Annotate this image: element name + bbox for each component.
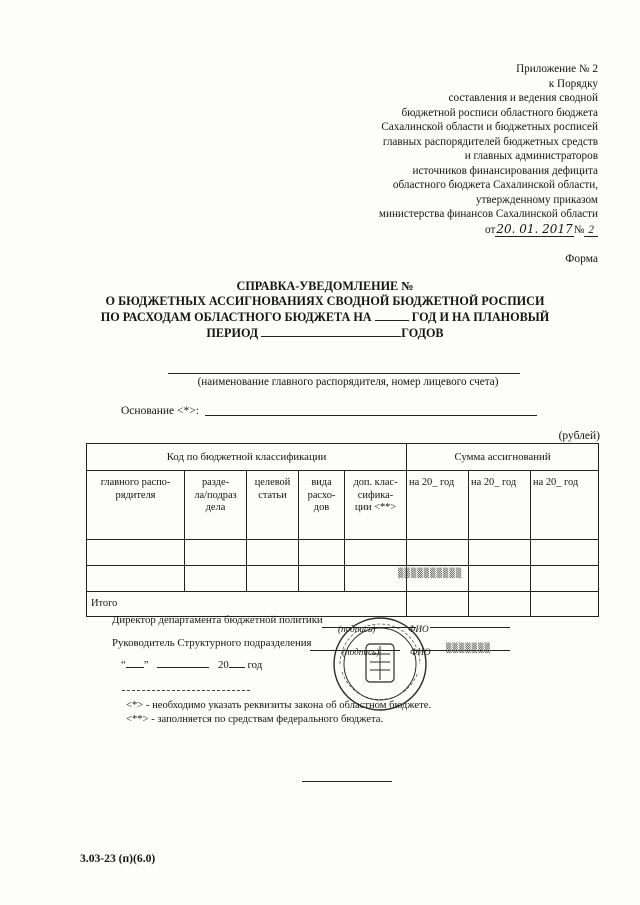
table-cell [247,540,299,566]
basis-line [205,415,537,416]
name-caption: (наименование главного распорядителя, номер лицевого счета) [197,376,499,388]
head-label: Руководитель Структурного подразделения [112,637,312,649]
date-row [121,659,262,671]
year-blank [375,309,409,321]
director-fio-line [430,627,510,628]
table-cell [531,566,599,592]
table-cell [469,566,531,592]
allocations-table [86,443,599,617]
year-blank-2 [229,667,245,668]
title-line-3 [80,309,570,325]
total-row [87,592,599,617]
table-cell [87,540,185,566]
currency-label: (рублей) [558,430,600,442]
date-prefix: от [485,223,496,236]
close-quote: ” [143,659,149,671]
footnote: <*> - необходимо указать реквизиты закона об областном бюджете. [126,700,432,711]
stamp-smudge-icon: ▒▒▒▒▒▒▒ [446,644,491,654]
appendix-line: бюджетной росписи областного бюджета [401,106,598,119]
table-cell [247,566,299,592]
appendix-line: утвержденному приказом [475,193,598,206]
table-cell [469,592,531,617]
group-header-codes: Код по бюджетной классификации [87,444,407,471]
appendix-block [298,62,598,237]
month-blank [157,667,209,668]
appendix-line: министерства финансов Сахалинской области [378,208,598,220]
period-blank [261,325,401,337]
table-cell [531,592,599,617]
basis-label: Основание <*>: [121,405,199,417]
table-cell [87,566,185,592]
official-seal-icon [330,614,430,714]
title-line-2: О БЮДЖЕТНЫХ АССИГНОВАНИЯХ СВОДНОЙ БЮДЖЕТНОЙ РОСПИСИ [105,294,545,308]
director-caption-sign: (подпись) [338,624,376,634]
table-cell [299,566,345,592]
title-line-4-b: ГОДОВ [401,326,444,340]
appendix-line: составления и ведения сводной [448,92,598,104]
title-line-4-a: ПЕРИОД [206,326,259,340]
appendix-line: Сахалинской области и бюджетных росписей [381,121,598,133]
column-header: доп. клас- сифика- ции <**> [345,471,407,540]
total-label: Итого [87,592,407,617]
day-blank [126,667,144,668]
table-cell [469,540,531,566]
table-cell [407,540,469,566]
table-cell [185,540,247,566]
appendix-date: 20. 01. 2017 [496,221,573,236]
appendix-line: главных распорядителей бюджетных средств [382,135,598,148]
table-cell [531,540,599,566]
appendix-line: и главных администраторов [464,150,598,162]
bottom-rule [302,781,392,782]
footnote: <**> - заполняется по средствам федерального бюджета. [126,713,384,725]
footnote-separator [122,690,250,691]
column-header: главного распо- рядителя [87,471,185,540]
title-line-3-a: ПО РАСХОДАМ ОБЛАСТНОГО БЮДЖЕТА НА [100,310,372,324]
year-prefix: 20 [218,659,229,671]
table-row [87,540,599,566]
column-header: разде- ла/подраз дела [185,471,247,540]
table-cell [299,540,345,566]
forma-label: Форма [565,253,598,265]
table-cell [345,540,407,566]
director-caption-fio: ФИО [408,624,429,634]
table-group-header-row [87,444,599,471]
title-line-4 [80,325,570,341]
appendix-date-row [298,222,598,238]
name-line [168,373,520,374]
appendix-line: источников финансирования дефицита [412,164,598,177]
head-caption-sign: (подпись) [342,647,380,657]
column-header: на 20_ год [469,471,531,540]
number-prefix: № [573,223,585,236]
appendix-line: Приложение № 2 [516,63,598,75]
table-row [87,566,599,592]
open-quote: “ [121,659,126,671]
title-line-3-b: ГОД И НА ПЛАНОВЫЙ [411,310,550,324]
director-label: Директор департамента бюджетной политики [112,614,323,626]
group-header-sums: Сумма ассигнований [407,444,599,471]
column-header: целевой статьи [247,471,299,540]
column-header: на 20_ год [407,471,469,540]
appendix-number: 2 [584,224,598,237]
document-title [80,279,570,341]
appendix-line: к Порядку [548,77,598,90]
table-column-header-row [87,471,599,540]
column-header: на 20_ год [531,471,599,540]
head-caption-fio: ФИО [410,647,431,657]
title-line-1: СПРАВКА-УВЕДОМЛЕНИЕ № [236,279,414,293]
column-header: вида расхо- дов [299,471,345,540]
appendix-line: областного бюджета Сахалинской области, [392,179,598,191]
table-cell [185,566,247,592]
table-cell [407,592,469,617]
stamp-smudge-icon: ▒▒▒▒▒▒▒▒▒▒ [398,569,463,579]
year-suffix: год [247,659,263,671]
form-code: 3.03-23 (п)(6.0) [80,852,156,865]
